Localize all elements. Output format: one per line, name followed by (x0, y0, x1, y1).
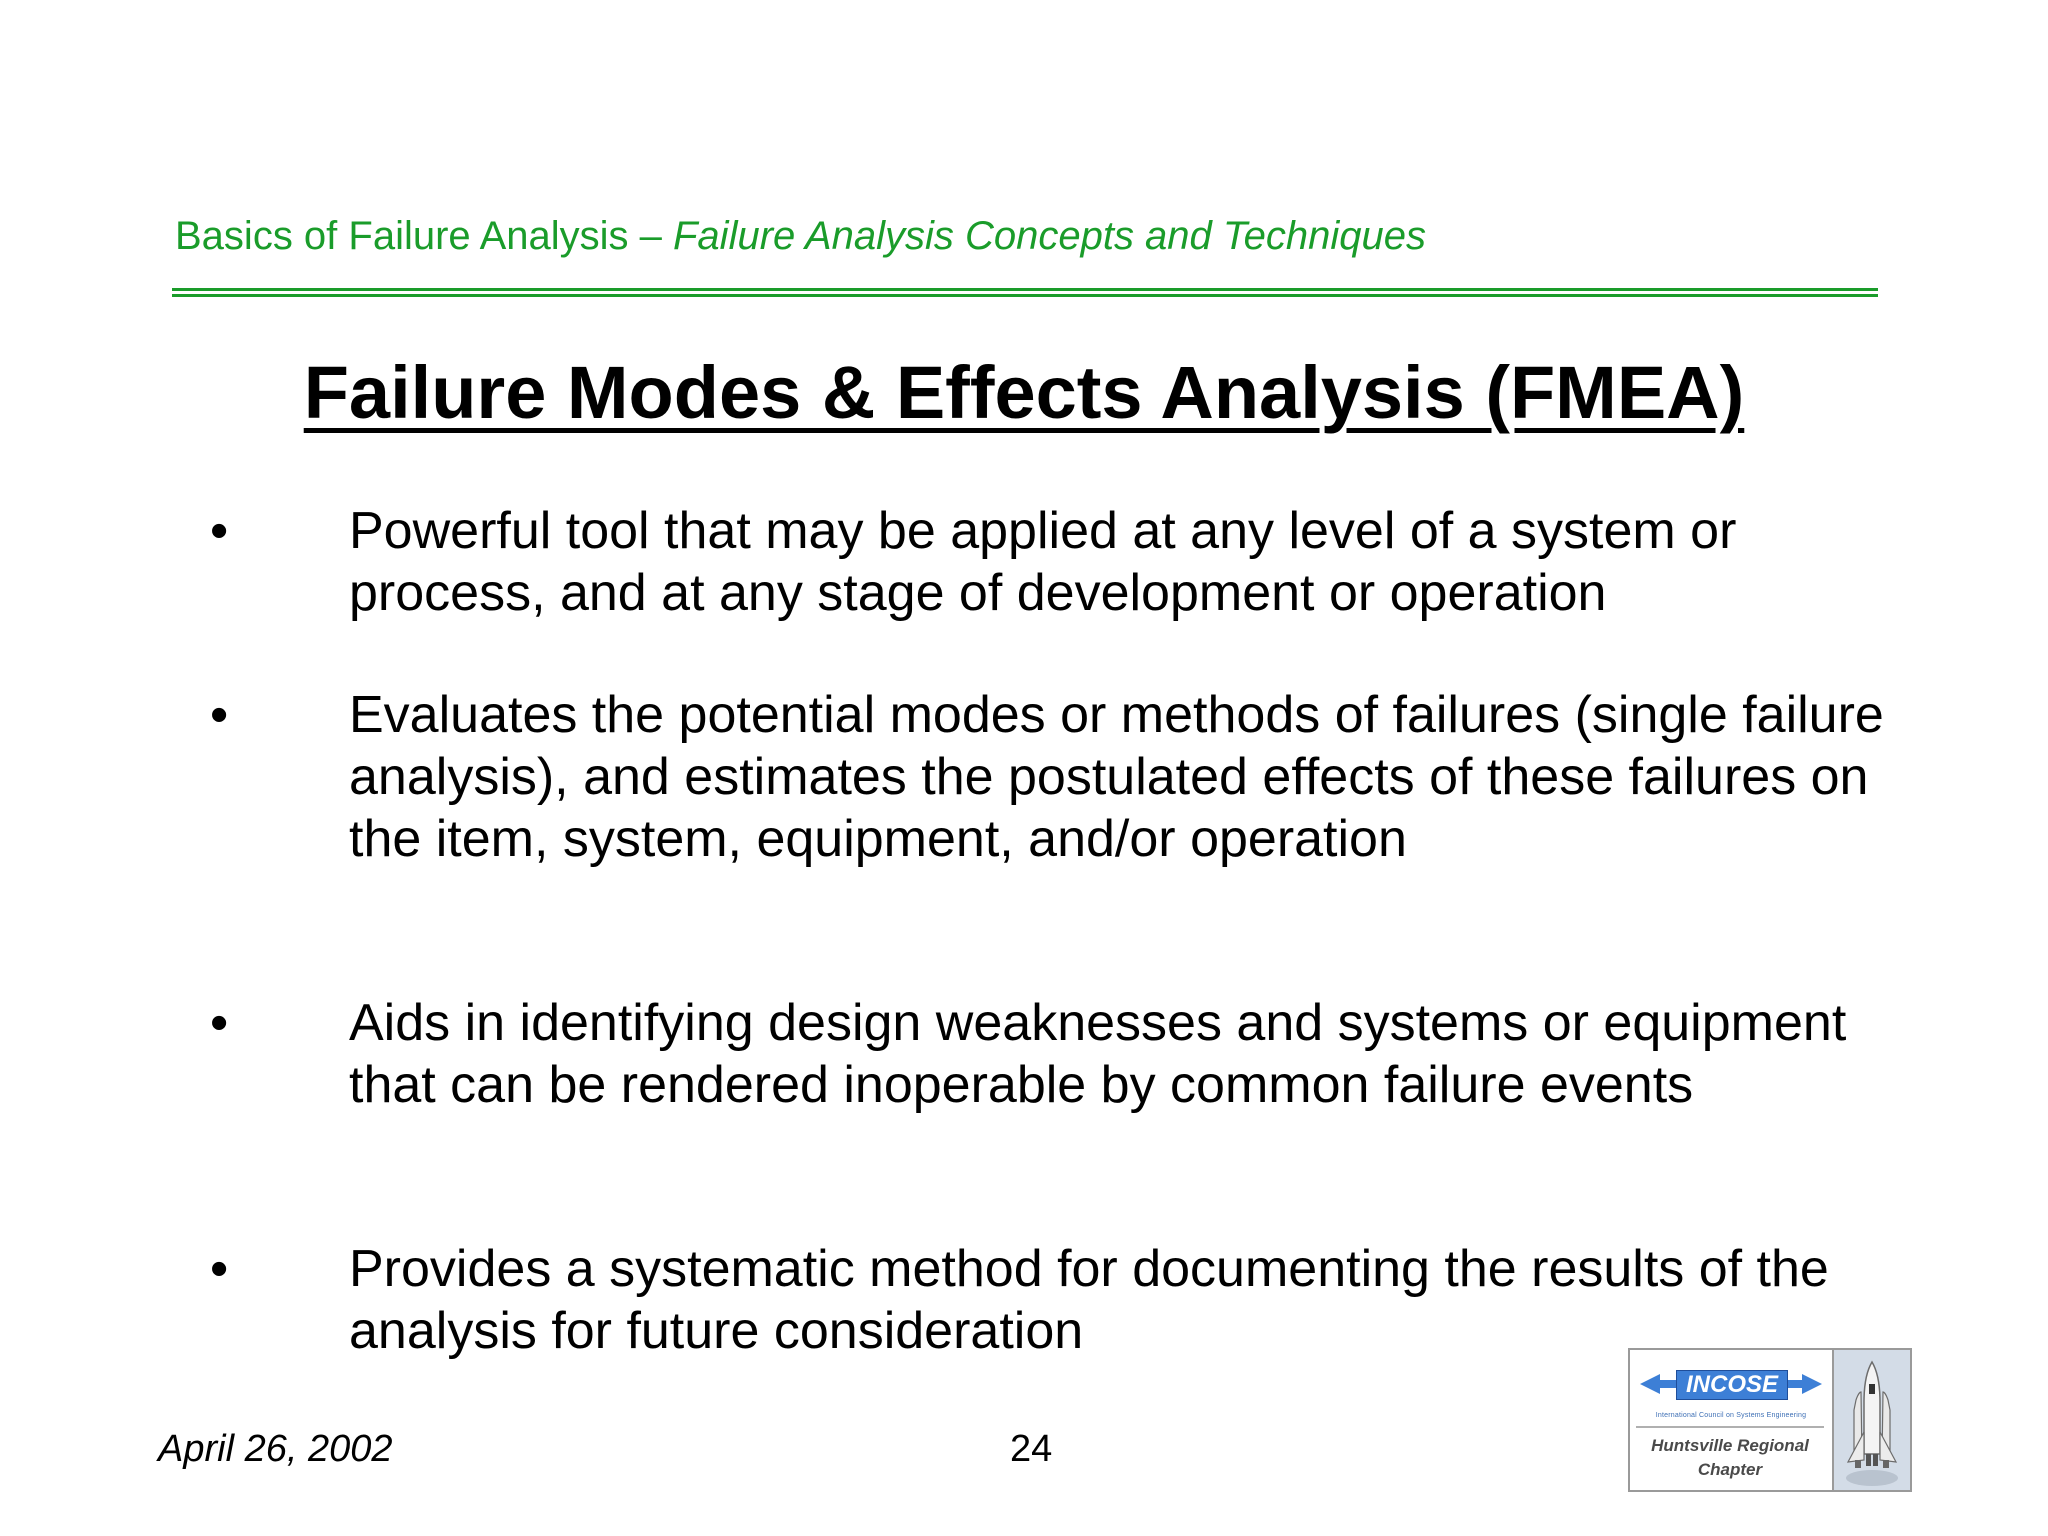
logo-chapter-line2: Chapter (1697, 1460, 1763, 1479)
bullet-text: Provides a systematic method for documenting the results of the analysis for future consideration (349, 1240, 1829, 1360)
logo-text-panel (1630, 1350, 1834, 1490)
header-rule-top (172, 288, 1878, 291)
bullet-text: Evaluates the potential modes or methods of failures (single failure analysis), and estimates the postulated effects of these failures on the item, system, equipment, and/or operation (349, 686, 1884, 868)
bullet-marker: • (210, 1240, 229, 1298)
header-rule-bottom (172, 294, 1878, 297)
slide-title (0, 350, 2048, 435)
header-prefix: Basics of Failure Analysis – (175, 214, 673, 258)
slide-title-text: Failure Modes & Effects Analysis (FMEA) (303, 351, 1745, 434)
bullet-marker: • (210, 502, 229, 560)
logo-brand: INCOSE (1676, 1370, 1788, 1400)
space-shuttle-icon (1834, 1350, 1910, 1490)
logo-chapter (1630, 1434, 1830, 1482)
incose-logo (1628, 1348, 1912, 1492)
logo-chapter-line1: Huntsville Regional (1651, 1436, 1809, 1455)
bullet-marker: • (210, 994, 229, 1052)
logo-council: International Council on Systems Engineering (1655, 1412, 1807, 1419)
logo-divider (1636, 1426, 1824, 1428)
bullet-text: Aids in identifying design weaknesses and systems or equipment that can be rendered inoperable by common failure events (349, 994, 1847, 1114)
page-number: 24 (1010, 1428, 1053, 1470)
slide-header (175, 214, 1426, 259)
bullet-text: Powerful tool that may be applied at any level of a system or process, and at any stage of development or operation (349, 502, 1737, 622)
header-subtitle: Failure Analysis Concepts and Techniques (673, 214, 1427, 258)
bullet-marker: • (210, 686, 229, 744)
logo-image-panel (1834, 1350, 1910, 1490)
footer-date: April 26, 2002 (158, 1428, 393, 1470)
